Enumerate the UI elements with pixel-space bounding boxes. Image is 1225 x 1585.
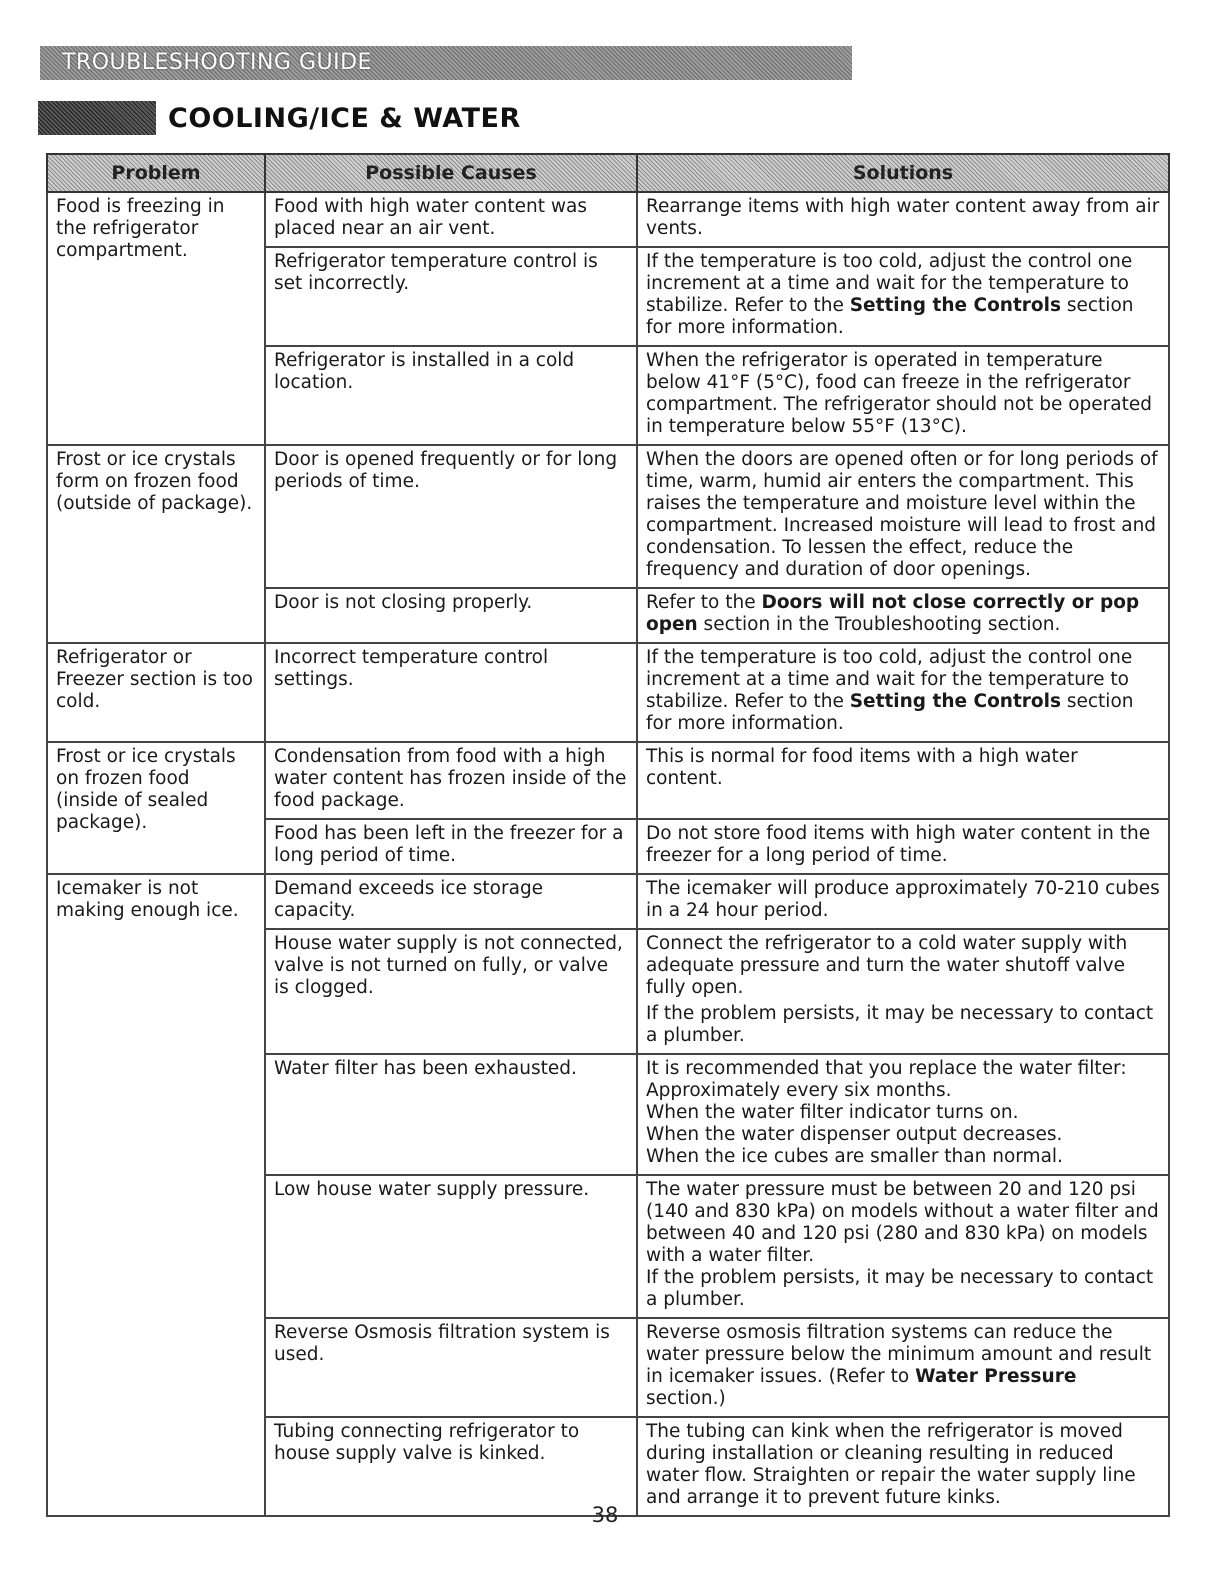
solution-cell <box>637 874 1169 929</box>
solution-segment: Refer to the <box>646 592 762 613</box>
problem-cell: Icemaker is not making enough ice. <box>47 874 265 1516</box>
section-reference: Doors will not close correctly or pop open <box>646 592 1140 635</box>
solution-text <box>646 350 1160 438</box>
cause-cell: Door is not closing properly. <box>265 588 637 643</box>
solution-followup: If the problem persists, it may be necessary to contact a plumber. <box>646 1267 1154 1310</box>
column-header-solutions: Solutions <box>637 154 1169 192</box>
solution-cell <box>637 1417 1169 1516</box>
column-header-problem: Problem <box>47 154 265 192</box>
solution-text <box>646 647 1160 735</box>
column-header-causes: Possible Causes <box>265 154 637 192</box>
solution-text <box>646 196 1160 240</box>
solution-segment: The tubing can kink when the refrigerator is moved during installation or cleaning resulting in reduced water flow. Straighten or repair the water supply line and arrange it to prevent future kinks. <box>646 1421 1136 1508</box>
solution-text <box>646 449 1160 581</box>
troubleshooting-table <box>46 153 1170 1517</box>
solution-cell <box>637 445 1169 588</box>
cause-cell: Condensation from food with a high water content has frozen inside of the food package. <box>265 742 637 819</box>
solution-segment: section.) <box>646 1388 726 1409</box>
solution-followup: If the problem persists, it may be necessary to contact a plumber. <box>646 1003 1154 1046</box>
page-number: 38 <box>591 1503 619 1527</box>
solution-text <box>646 1421 1160 1509</box>
solution-segment: It is recommended that you replace the water filter: <box>646 1058 1127 1079</box>
solution-cell <box>637 643 1169 742</box>
solution-segment: section for more information. <box>646 295 1134 338</box>
solution-segment: When the refrigerator is operated in temperature below 41°F (5°C), food can freeze in the refrigerator compartment. The refrigerator should not be operated in temperature below 55°F (13°C). <box>646 350 1152 437</box>
solution-list-item: When the water dispenser output decreases. <box>646 1124 1063 1145</box>
table-row <box>47 742 1169 819</box>
solution-list-item: When the water filter indicator turns on. <box>646 1102 1019 1123</box>
cause-cell: House water supply is not connected, valve is not turned on fully, or valve is clogged. <box>265 929 637 1054</box>
solution-list-item: Approximately every six months. <box>646 1080 952 1101</box>
solution-text <box>646 1058 1160 1080</box>
table-row <box>47 192 1169 247</box>
solution-text <box>646 823 1160 867</box>
solution-segment: When the doors are opened often or for long periods of time, warm, humid air enters the compartment. This raises the temperature and moisture level within the compartment. Increased moisture will lead to frost and condensation. To lessen the effect, reduce the frequency and duration of door openings. <box>646 449 1158 580</box>
cause-cell: Reverse Osmosis filtration system is used. <box>265 1318 637 1417</box>
section-reference: Setting the Controls <box>849 691 1061 712</box>
solution-segment: section for more information. <box>646 691 1134 734</box>
solution-segment: If the temperature is too cold, adjust the control one increment at a time and wait for the temperature to stabilize. Refer to the <box>646 251 1133 316</box>
solution-text <box>646 878 1160 922</box>
solution-segment: Connect the refrigerator to a cold water supply with adequate pressure and turn the water shutoff valve fully open. <box>646 933 1128 998</box>
solution-segment: Rearrange items with high water content away from air vents. <box>646 196 1160 239</box>
cause-cell: Food with high water content was placed near an air vent. <box>265 192 637 247</box>
solution-text <box>646 1322 1160 1410</box>
section-title: COOLING/ICE & WATER <box>168 102 521 134</box>
solution-text <box>646 933 1160 999</box>
problem-cell: Food is freezing in the refrigerator compartment. <box>47 192 265 445</box>
solution-segment: This is normal for food items with a high water content. <box>646 746 1078 789</box>
cause-cell: Low house water supply pressure. <box>265 1175 637 1318</box>
section-reference: Water Pressure <box>915 1366 1077 1387</box>
solution-cell <box>637 929 1169 1054</box>
table-row <box>47 445 1169 588</box>
solution-list <box>646 1080 1160 1168</box>
solution-segment: Do not store food items with high water content in the freezer for a long period of time. <box>646 823 1151 866</box>
solution-cell <box>637 1318 1169 1417</box>
problem-cell: Frost or ice crystals on frozen food (inside of sealed package). <box>47 742 265 874</box>
solution-segment: The water pressure must be between 20 and 120 psi (140 and 830 kPa) on models without a water filter and between 40 and 120 psi (280 and 830 kPa) on models with a water filter. <box>646 1179 1159 1266</box>
solution-cell <box>637 819 1169 874</box>
solution-text <box>646 251 1160 339</box>
cause-cell: Water filter has been exhausted. <box>265 1054 637 1175</box>
cause-cell: Incorrect temperature control settings. <box>265 643 637 742</box>
cause-cell: Food has been left in the freezer for a long period of time. <box>265 819 637 874</box>
solution-cell <box>637 588 1169 643</box>
solution-cell <box>637 742 1169 819</box>
solution-text <box>646 746 1160 790</box>
cause-cell: Demand exceeds ice storage capacity. <box>265 874 637 929</box>
solution-segment: The icemaker will produce approximately 70-210 cubes in a 24 hour period. <box>646 878 1160 921</box>
section-header <box>38 98 521 138</box>
solution-segment: Reverse osmosis filtration systems can reduce the water pressure below the minimum amount and result in icemaker issues. (Refer to <box>646 1322 1152 1387</box>
solution-cell <box>637 346 1169 445</box>
table-body <box>47 192 1169 1516</box>
solution-cell <box>637 247 1169 346</box>
problem-cell: Frost or ice crystals form on frozen food (outside of package). <box>47 445 265 643</box>
problem-cell: Refrigerator or Freezer section is too cold. <box>47 643 265 742</box>
solution-cell <box>637 1054 1169 1175</box>
solution-cell <box>637 1175 1169 1318</box>
cause-cell: Refrigerator is installed in a cold location. <box>265 346 637 445</box>
table-row <box>47 874 1169 929</box>
solution-list-item: When the ice cubes are smaller than normal. <box>646 1146 1063 1167</box>
cause-cell: Refrigerator temperature control is set incorrectly. <box>265 247 637 346</box>
solution-cell <box>637 192 1169 247</box>
cause-cell: Tubing connecting refrigerator to house supply valve is kinked. <box>265 1417 637 1516</box>
solution-segment: section in the Troubleshooting section. <box>697 614 1061 635</box>
guide-banner: TROUBLESHOOTING GUIDE <box>40 46 852 80</box>
solution-segment: If the temperature is too cold, adjust the control one increment at a time and wait for the temperature to stabilize. Refer to the <box>646 647 1133 712</box>
cause-cell: Door is opened frequently or for long periods of time. <box>265 445 637 588</box>
section-marker <box>38 101 156 135</box>
solution-text <box>646 592 1160 636</box>
table-header-row <box>47 154 1169 192</box>
solution-text <box>646 1179 1160 1267</box>
section-reference: Setting the Controls <box>849 295 1061 316</box>
table-row <box>47 643 1169 742</box>
